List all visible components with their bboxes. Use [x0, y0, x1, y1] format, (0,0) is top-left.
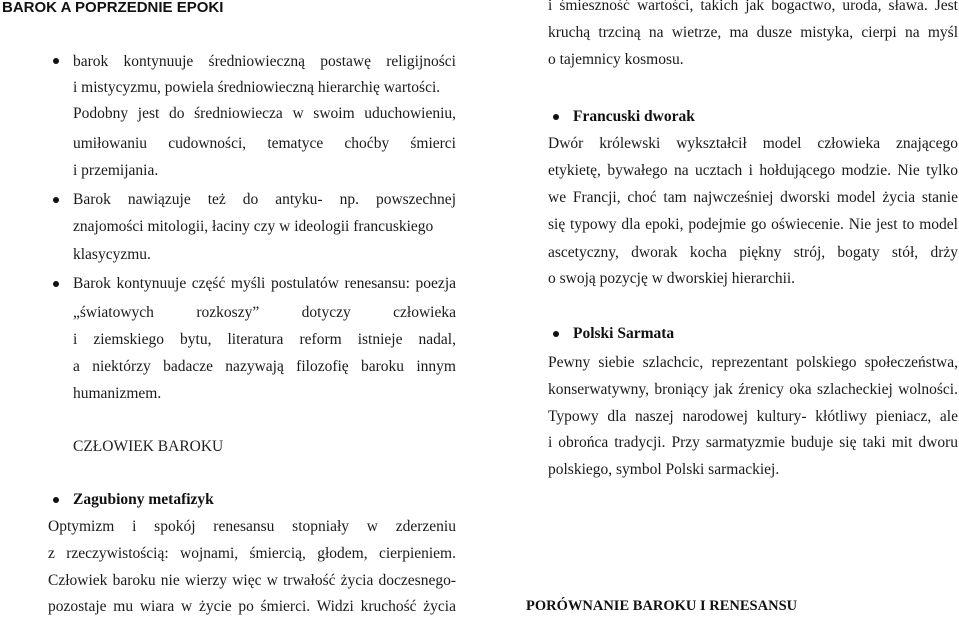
bullet-icon	[553, 331, 559, 337]
bullet-title: Polski Sarmata	[573, 325, 675, 342]
paragraph-line: a niektórzy badacze nazywają filozofię baroku innym	[73, 358, 456, 375]
paragraph-line: i obrońca tradycji. Przy sarmatyzmie buduje się taki mit dworu	[548, 434, 958, 451]
paragraph-line: Dwór królewski wykształcił model człowieka znającego	[548, 135, 958, 152]
paragraph-line: humanizmem.	[73, 385, 162, 402]
paragraph-line: i śmieszność wartości, takich jak bogactwo, uroda, sława. Jest	[548, 0, 958, 14]
paragraph-line: Typowy dla naszej narodowej kultury- kłótliwy pieniacz, ale	[548, 408, 958, 425]
paragraph-line: pozostaje mu wiara w życie po śmierci. Widzi kruchość życia	[48, 598, 456, 615]
page-title: BAROK A POPRZEDNIE EPOKI	[2, 0, 224, 16]
bullet-title: Francuski dworak	[573, 108, 695, 125]
paragraph-line: umiłowaniu cudowności, tematyce choćby śmierci	[73, 135, 456, 152]
paragraph-line: Optymizm i spokój renesansu stopniały w zderzeniu	[48, 518, 456, 535]
paragraph-line: Człowiek baroku nie wierzy więc w trwałość życia doczesnego-	[48, 572, 456, 589]
paragraph-line: się typowy dla epoki, podejmie go oświecenie. Nie jest to model	[548, 216, 958, 233]
paragraph-line: Barok kontynuuje część myśli postulatów renesansu: poezja	[73, 275, 456, 292]
paragraph-line: z rzeczywistością: wojnami, śmiercią, głodem, cierpieniem.	[48, 545, 456, 562]
bullet-icon	[53, 197, 59, 203]
paragraph-line: Pewny siebie szlachcic, reprezentant polskiego społeczeństwa,	[548, 354, 958, 371]
paragraph-line: polskiego, symbol Polski sarmackiej.	[548, 461, 780, 478]
bullet-icon	[553, 114, 559, 120]
paragraph-line: znajomości mitologii, łaciny czy w ideologii francuskiego	[73, 218, 434, 235]
section-heading: CZŁOWIEK BAROKU	[73, 438, 224, 455]
paragraph-line: we Francji, choć tam najwcześniej dworski model życia stanie	[548, 189, 958, 206]
bullet-icon	[53, 281, 59, 287]
paragraph-line: etykietę, bywałego na ucztach i hołdującego modzie. Nie tylko	[548, 162, 958, 179]
paragraph-line: i ziemskiego bytu, literatura reform istnieje nadal,	[73, 331, 456, 348]
paragraph-line: kruchą trzciną na wietrze, ma dusze mistyka, cierpi na myśl	[548, 24, 958, 41]
bullet-icon	[53, 497, 59, 503]
paragraph-line: klasycyzmu.	[73, 246, 151, 263]
footer-heading: PORÓWNANIE BAROKU I RENESANSU	[526, 598, 798, 614]
paragraph-line: Podobny jest do średniowiecza w swoim uduchowieniu,	[73, 105, 456, 122]
paragraph-line: i mistycyzmu, powiela średniowieczną hierarchię wartości.	[73, 79, 441, 96]
paragraph-line: Barok nawiązuje też do antyku- np. powszechnej	[73, 191, 456, 208]
paragraph-line: konserwatywny, broniący jak źrenicy oka szlacheckiej wolności.	[548, 381, 958, 398]
paragraph-line: o swoją pozycję w dworskiej hierarchii.	[548, 270, 796, 287]
bullet-title: Zagubiony metafizyk	[73, 491, 214, 508]
bullet-icon	[53, 58, 59, 64]
paragraph-line: barok kontynuuje średniowieczną postawę religijności	[73, 53, 456, 70]
paragraph-line: ascetyczny, dworak kocha piękny strój, bogaty stół, drży	[548, 244, 958, 261]
paragraph-line: o tajemnicy kosmosu.	[548, 51, 684, 68]
paragraph-line: i przemijania.	[73, 162, 159, 179]
paragraph-line: „światowych rozkoszy” dotyczy człowieka	[73, 304, 456, 321]
